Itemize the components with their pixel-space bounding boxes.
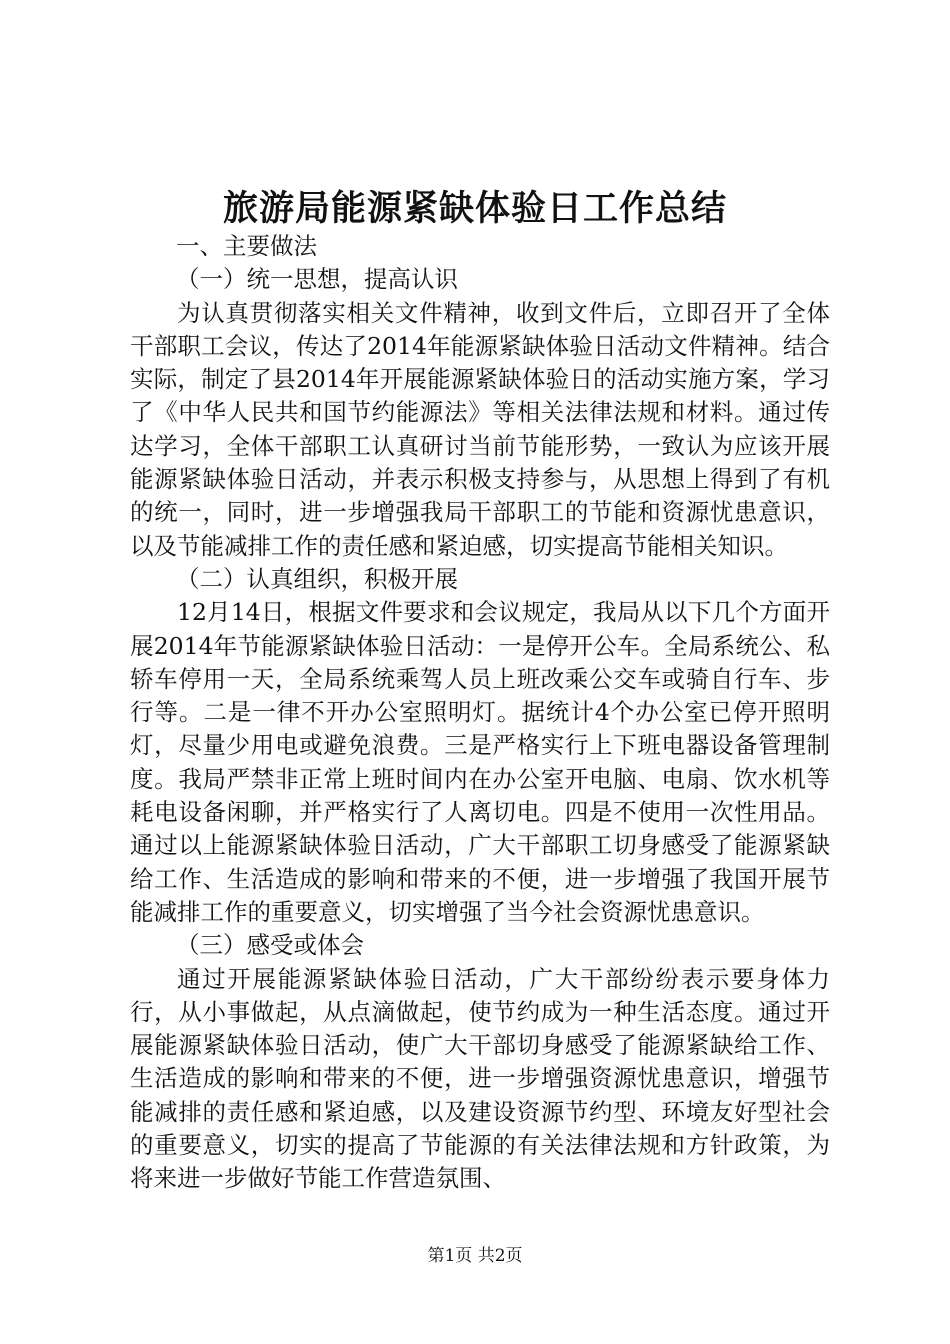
document-title: 旅游局能源紧缺体验日工作总结 — [222, 188, 727, 229]
paragraph-1: 为认真贯彻落实相关文件精神，收到文件后，立即召开了全体干部职工会议，传达了2014年能源紧缺体验日活动文件精神。结合实际，制定了县2014年开展能源紧缺体验日的活动实施方案，学习了《中华人民共和国节约能源法》等相关法律法规和材料。通过传达学习，全体干部职工认真研讨当前节能形势，一致认为应该开展能源紧缺体验日活动，并表示积极支持参与，从思想上得到了有机的统一，同时，进一步增强我局干部职工的节能和资源忧患意识，以及节能减排工作的责任感和紧迫感，切实提高节能相关知识。 — [130, 298, 830, 560]
subsection-heading-1: （一）统一思想，提高认识 — [176, 265, 458, 294]
paragraph-2: 12月14日，根据文件要求和会议规定，我局从以下几个方面开展2014年节能源紧缺体验日活动：一是停开公车。全局系统公、私轿车停用一天，全局系统乘驾人员上班改乘公交车或骑自行车、步行等。二是一律不开办公室照明灯。据统计4个办公室已停开照明灯，尽量少用电或避免浪费。三是严格实行上下班电器设备管理制度。我局严禁非正常上班时间内在办公室开电脑、电扇、饮水机等耗电设备闲聊，并严格实行了人离切电。四是不使用一次性用品。通过以上能源紧缺体验日活动，广大干部职工切身感受了能源紧缺给工作、生活造成的影响和带来的不便，进一步增强了我国开展节能减排工作的重要意义，切实增强了当今社会资源忧患意识。 — [130, 598, 830, 926]
subsection-heading-3: （三）感受或体会 — [176, 931, 364, 960]
section-heading-main: 一、主要做法 — [176, 232, 317, 260]
subsection-heading-2: （二）认真组织，积极开展 — [176, 564, 458, 593]
page-number-footer: 第1页 共2页 — [427, 1246, 523, 1266]
paragraph-3: 通过开展能源紧缺体验日活动，广大干部纷纷表示要身体力行，从小事做起，从点滴做起，使节约成为一种生活态度。通过开展能源紧缺体验日活动，使广大干部切身感受了能源紧缺给工作、生活造成的影响和带来的不便，进一步增强资源忧患意识，增强节能减排的责任感和紧迫感，以及建设资源节约型、环境友好型社会的重要意义，切实的提高了节能源的有关法律法规和方针政策，为将来进一步做好节能工作营造氛围、 — [130, 964, 830, 1193]
document-body — [130, 230, 830, 1196]
